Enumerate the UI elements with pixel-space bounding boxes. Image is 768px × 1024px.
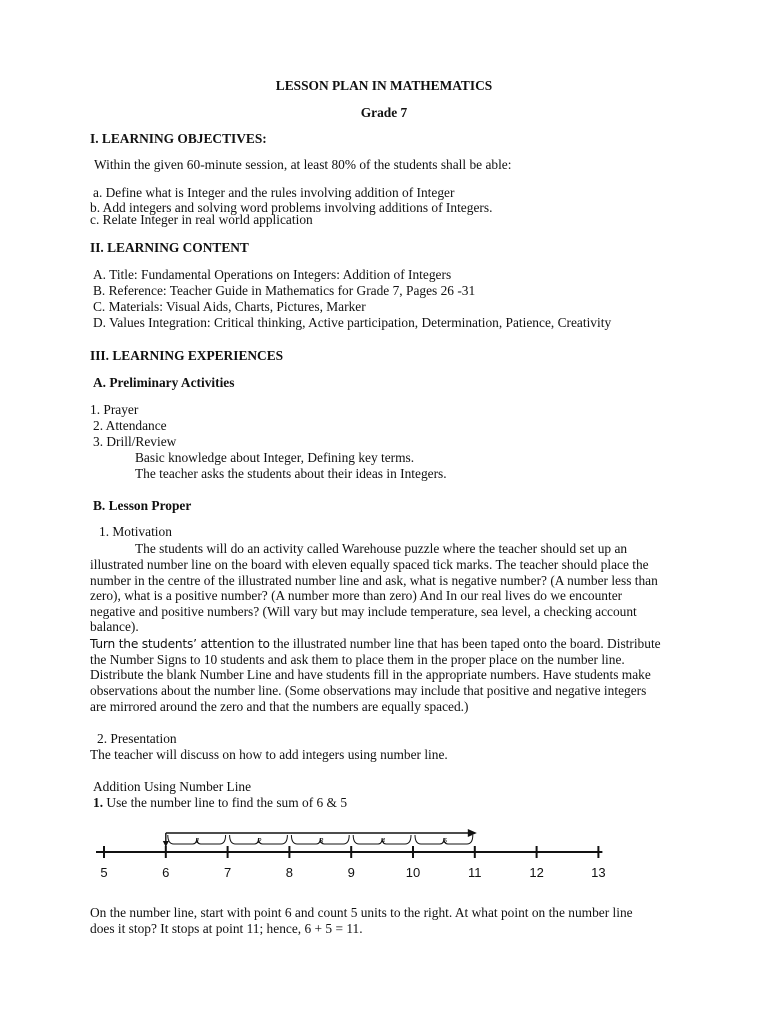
preliminary-item: 1. Prayer (90, 402, 139, 417)
objectives-intro: Within the given 60-minute session, at least 80% of the students shall be able: (94, 157, 512, 172)
unit-step-label: 4 (381, 838, 386, 845)
objective-item: a. Define what is Integer and the rules involving addition of Integer (93, 185, 455, 200)
presentation-label: 2. Presentation (97, 731, 177, 746)
lesson-proper-heading: B. Lesson Proper (93, 498, 192, 513)
unit-step-label: 3 (319, 838, 324, 845)
presentation-text: The teacher will discuss on how to add integers using number line. (90, 747, 448, 762)
document-title: LESSON PLAN IN MATHEMATICS (275, 78, 493, 93)
drill-line: Basic knowledge about Integer, Defining key terms. (135, 450, 415, 465)
example-number: 1. (93, 795, 104, 810)
grade-label: Grade 7 (360, 105, 408, 120)
turn-attention-rest: the illustrated number line that has been taped onto the board. Distribute (269, 636, 661, 651)
turn-line: are mirrored around the zero and that the numbers are equally spaced.) (90, 699, 469, 714)
motivation-line: negative and positive numbers? (Will vary but may include temperature, sea level, a checking account (90, 604, 637, 619)
number-line-tick-label: 7 (223, 865, 232, 880)
conclusion-line: does it stop? It stops at point 11; hence, 6 + 5 = 11. (90, 921, 363, 936)
content-item: A. Title: Fundamental Operations on Integers: Addition of Integers (93, 267, 452, 282)
preliminary-item: 2. Attendance (93, 418, 167, 433)
addition-heading: Addition Using Number Line (93, 779, 252, 794)
motivation-label: 1. Motivation (99, 524, 172, 539)
motivation-line: number in the centre of the illustrated number line and ask, what is negative number? (A number less than (90, 573, 658, 588)
example-text: Use the number line to find the sum of 6 & 5 (103, 795, 348, 810)
turn-line: Distribute the blank Number Line and have students fill in the appropriate numbers. Have students make (90, 667, 651, 682)
turn-line: observations about the number line. (Some observations may include that positive and negative integers (90, 683, 647, 698)
experiences-heading: III. LEARNING EXPERIENCES (90, 348, 284, 363)
objective-item: c. Relate Integer in real world application (90, 212, 313, 227)
preliminary-heading: A. Preliminary Activities (93, 375, 235, 390)
preliminary-item: 3. Drill/Review (93, 434, 177, 449)
motivation-line: illustrated number line on the board with eleven equally spaced tick marks. The teacher should place the (90, 557, 649, 572)
start-marker-head (163, 841, 169, 847)
number-line-tick-label: 12 (529, 865, 544, 880)
number-line-tick-label: 11 (468, 865, 482, 880)
conclusion-line: On the number line, start with point 6 and count 5 units to the right. At what point on the number line (90, 905, 633, 920)
turn-attention-lead: Turn the students’ attention to (90, 637, 270, 651)
unit-step-label: 1 (195, 838, 200, 845)
unit-step-label: 2 (257, 838, 262, 845)
content-heading: II. LEARNING CONTENT (90, 240, 249, 255)
objective-item: b. Add integers and solving word problems involving additions of Integers. (90, 200, 493, 215)
content-item: C. Materials: Visual Aids, Charts, Pictures, Marker (93, 299, 366, 314)
drill-line: The teacher asks the students about their ideas in Integers. (135, 466, 447, 481)
motivation-line: zero), what is a positive number? (A number more than zero) And In our real lives do we encounter (90, 588, 623, 603)
number-line-tick-label: 5 (100, 865, 108, 880)
motivation-line: balance). (90, 619, 139, 634)
objectives-heading: I. LEARNING OBJECTIVES: (90, 131, 267, 146)
turn-line: the Number Signs to 10 students and ask them to place them in the proper place on the number line. (90, 652, 625, 667)
number-line-diagram (90, 820, 620, 885)
number-line-tick-label: 8 (285, 865, 294, 880)
number-line-tick-label: 9 (347, 865, 355, 880)
number-line-tick-label: 10 (405, 865, 421, 880)
unit-step-label: 5 (442, 838, 447, 845)
number-line-tick-label: 13 (591, 865, 606, 880)
motivation-line: The students will do an activity called Warehouse puzzle where the teacher should set up an (135, 541, 628, 556)
turn-attention-line (90, 636, 661, 652)
number-line-tick-label: 6 (162, 865, 170, 880)
content-item: B. Reference: Teacher Guide in Mathematics for Grade 7, Pages 26 -31 (93, 283, 476, 298)
content-item: D. Values Integration: Critical thinking, Active participation, Determination, Patience, Creativity (93, 315, 612, 330)
example-prompt (93, 795, 347, 811)
